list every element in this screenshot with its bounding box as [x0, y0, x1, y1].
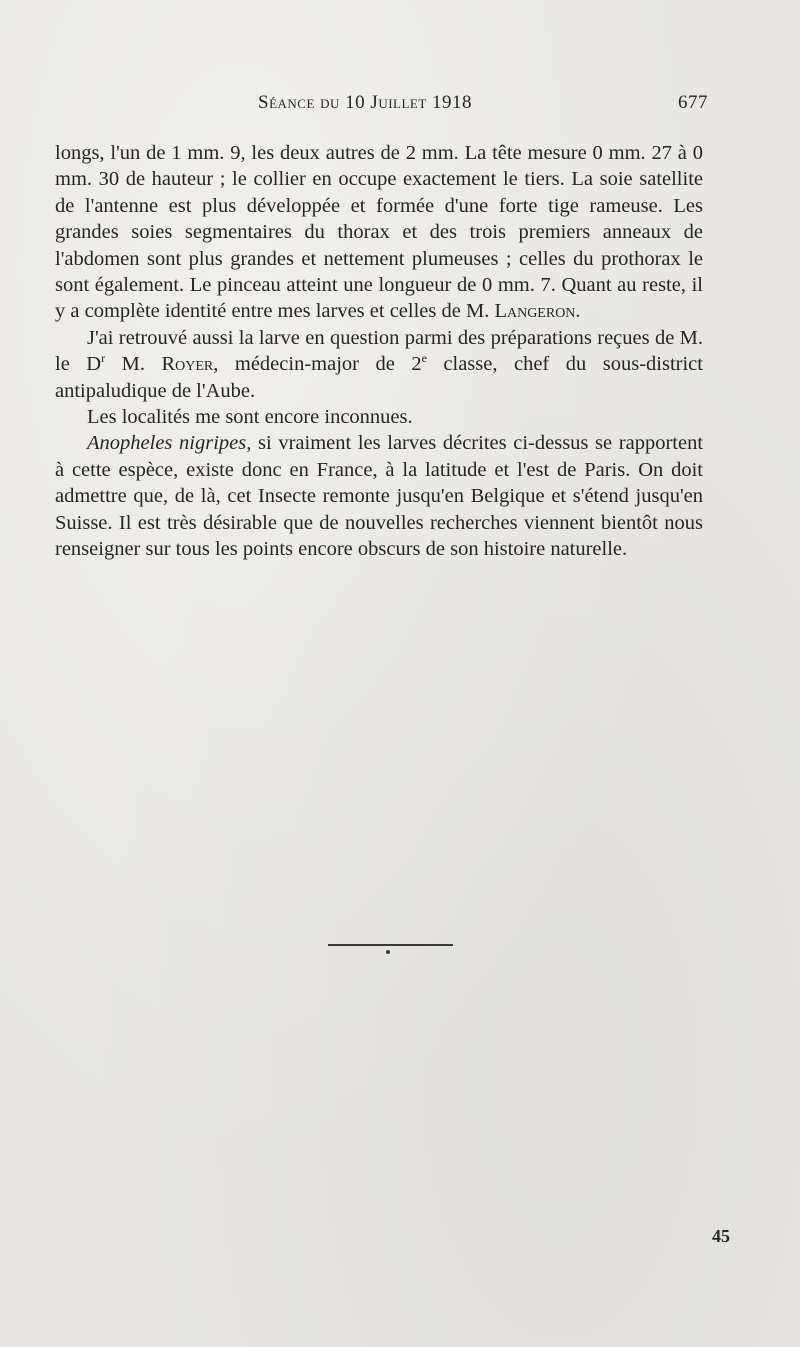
paragraph-4-text: , si vraiment les larves décrites ci-dessus se rapportent à cette espèce, existe donc en France, à la latitude et l'est de Paris. On doit admettre que, de là, cet Insecte remonte jusqu'en Belgique et s'étend jusqu'en Suisse. Il est très désirable que de nouvelles recherches viennent bientôt nous renseigner sur tous les points encore obscurs de son histoire naturelle. [55, 432, 704, 561]
page-header [258, 92, 708, 122]
page-number: 677 [678, 92, 708, 113]
paragraph-4 [55, 430, 703, 562]
body-text [55, 140, 703, 563]
paragraph-2-text-a: J'ai retrouvé aussi la larve en question parmi des préparations reçues de M. le D [55, 326, 703, 376]
paragraph-1-end: . [575, 300, 581, 323]
paragraph-3 [55, 404, 703, 430]
running-head: Séance du 10 Juillet 1918 [258, 92, 473, 113]
paragraph-2-text-d: classe, chef du sous-district antipaludique de l'Aube. [55, 353, 703, 402]
superscript-e: e [421, 351, 427, 366]
paragraph-1 [55, 140, 703, 325]
rule-dot [386, 950, 390, 954]
paragraph-2-text-b: M. [105, 353, 162, 376]
paragraph-2 [55, 325, 703, 404]
signature-mark: 45 [712, 1226, 730, 1246]
superscript-r: r [101, 351, 106, 366]
author-name-royer: Royer [161, 353, 214, 376]
paragraph-2-text-c: , médecin-major de 2 [213, 353, 422, 376]
paragraph-3-text: Les localités me sont encore inconnues. [87, 406, 413, 429]
author-name-langeron: Langeron [494, 300, 576, 323]
species-name: Anopheles nigripes [87, 432, 247, 455]
section-rule [328, 944, 453, 946]
paragraph-1-text: longs, l'un de 1 mm. 9, les deux autres de 2 mm. La tête mesure 0 mm. 27 à 0 mm. 30 de hauteur ; le collier en occupe exactement le tiers. La soie satellite de l'antenne est plus développée et formée d'une forte tige rameuse. Les grandes soies segmentaires du thorax et des trois premiers anneaux de l'abdomen sont plus grandes et nettement plumeuses ; celles du prothorax le sont également. Le pinceau atteint une longueur de 0 mm. 7. Quant au reste, il y a complète identité entre mes larves et celles de M. [55, 142, 703, 323]
